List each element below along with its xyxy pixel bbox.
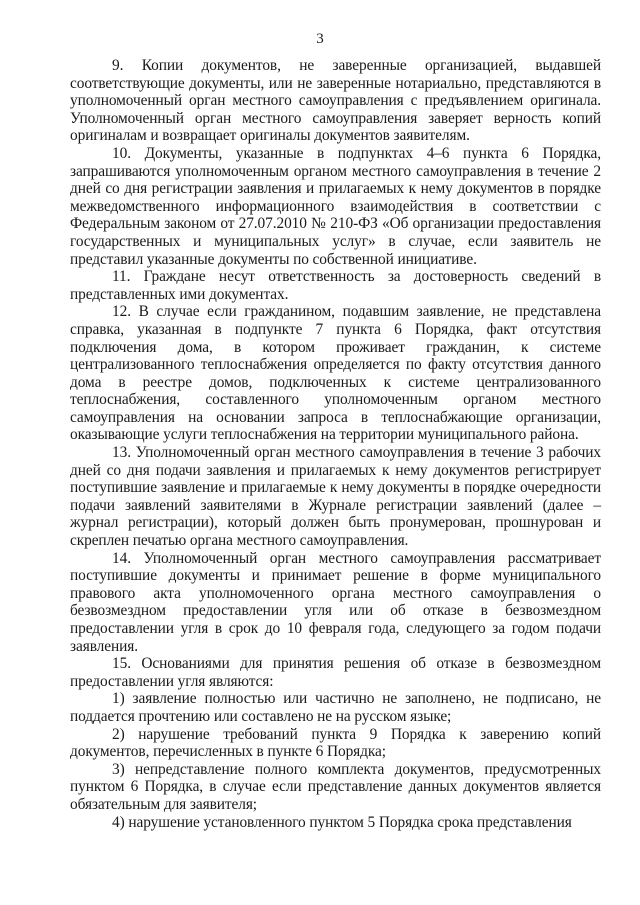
paragraph-12: 12. В случае если гражданином, подавшим заявление, не представлена справка, указанная в подпункте 7 пункта 6 Порядка, факт отсутствия подключения дома, в котором проживает гражданин, к системе централизованного теплоснабжения определяется по факту отсутствия данного дома в реестре домов, подключенных к системе централизованного теплоснабжения, составленного уполномоченным органом местного самоуправления на основании запроса в теплоснабжающие организации, оказывающие услуги теплоснабжения на территории муниципального района. bbox=[70, 303, 601, 444]
paragraph-9: 9. Копии документов, не заверенные организацией, выдавшей соответствующие документы, или не заверенные нотариально, представляются в уполномоченный орган местного самоуправления с предъявлением оригинала. Уполномоченный орган местного самоуправления заверяет верность копий оригиналам и возвращает оригиналы документов заявителям. bbox=[70, 57, 601, 145]
list-item-1: 1) заявление полностью или частично не заполнено, не подписано, не поддается прочтению или составлено не на русском языке; bbox=[70, 690, 601, 725]
list-item-4: 4) нарушение установленного пунктом 5 Порядка срока представления bbox=[112, 813, 572, 831]
paragraph-10: 10. Документы, указанные в подпунктах 4–6 пункта 6 Порядка, запрашиваются уполномоченным органом местного самоуправления в течение 2 дней со дня регистрации заявления и прилагаемых к нему документов в порядке межведомственного информационного взаимодействия в соответствии с Федеральным законом от 27.07.2010 № 210-ФЗ «Об организации предоставления государственных и муниципальных услуг» в случае, если заявитель не представил указанные документы по собственной инициативе. bbox=[70, 144, 601, 268]
page-number: 3 bbox=[316, 31, 324, 47]
paragraph-13: 13. Уполномоченный орган местного самоуправления в течение 3 рабочих дней со дня подачи заявления и прилагаемых к нему документов регистрирует поступившие заявление и прилагаемые к нему документы в порядке очередности подачи заявлений заявителями в Журнале регистрации заявлений (далее – журнал регистрации), который должен быть пронумерован, прошнурован и скреплен печатью органа местного самоуправления. bbox=[70, 444, 601, 550]
list-item-2: 2) нарушение требований пункта 9 Порядка к заверению копий документов, перечисленных в пункте 6 Порядка; bbox=[70, 725, 601, 761]
paragraph-14: 14. Уполномоченный орган местного самоуправления рассматривает поступившие документы и принимает решение в форме муниципального правового акта уполномоченного органа местного самоуправления о безвозмездном предоставлении угля или об отказе в безвозмездном предоставлении угля в срок до 10 февраля года, следующего за годом подачи заявления. bbox=[70, 549, 601, 655]
list-item-3: 3) непредставление полного комплекта документов, предусмотренных пунктом 6 Порядка, в случае если представление данных документов является обязательным для заявителя; bbox=[70, 760, 601, 813]
document-body bbox=[70, 57, 601, 831]
paragraph-15: 15. Основаниями для принятия решения об отказе в безвозмездном предоставлении угля являются: bbox=[70, 655, 601, 690]
paragraph-11: 11. Граждане несут ответственность за достоверность сведений в представленных ими документах. bbox=[70, 268, 601, 303]
